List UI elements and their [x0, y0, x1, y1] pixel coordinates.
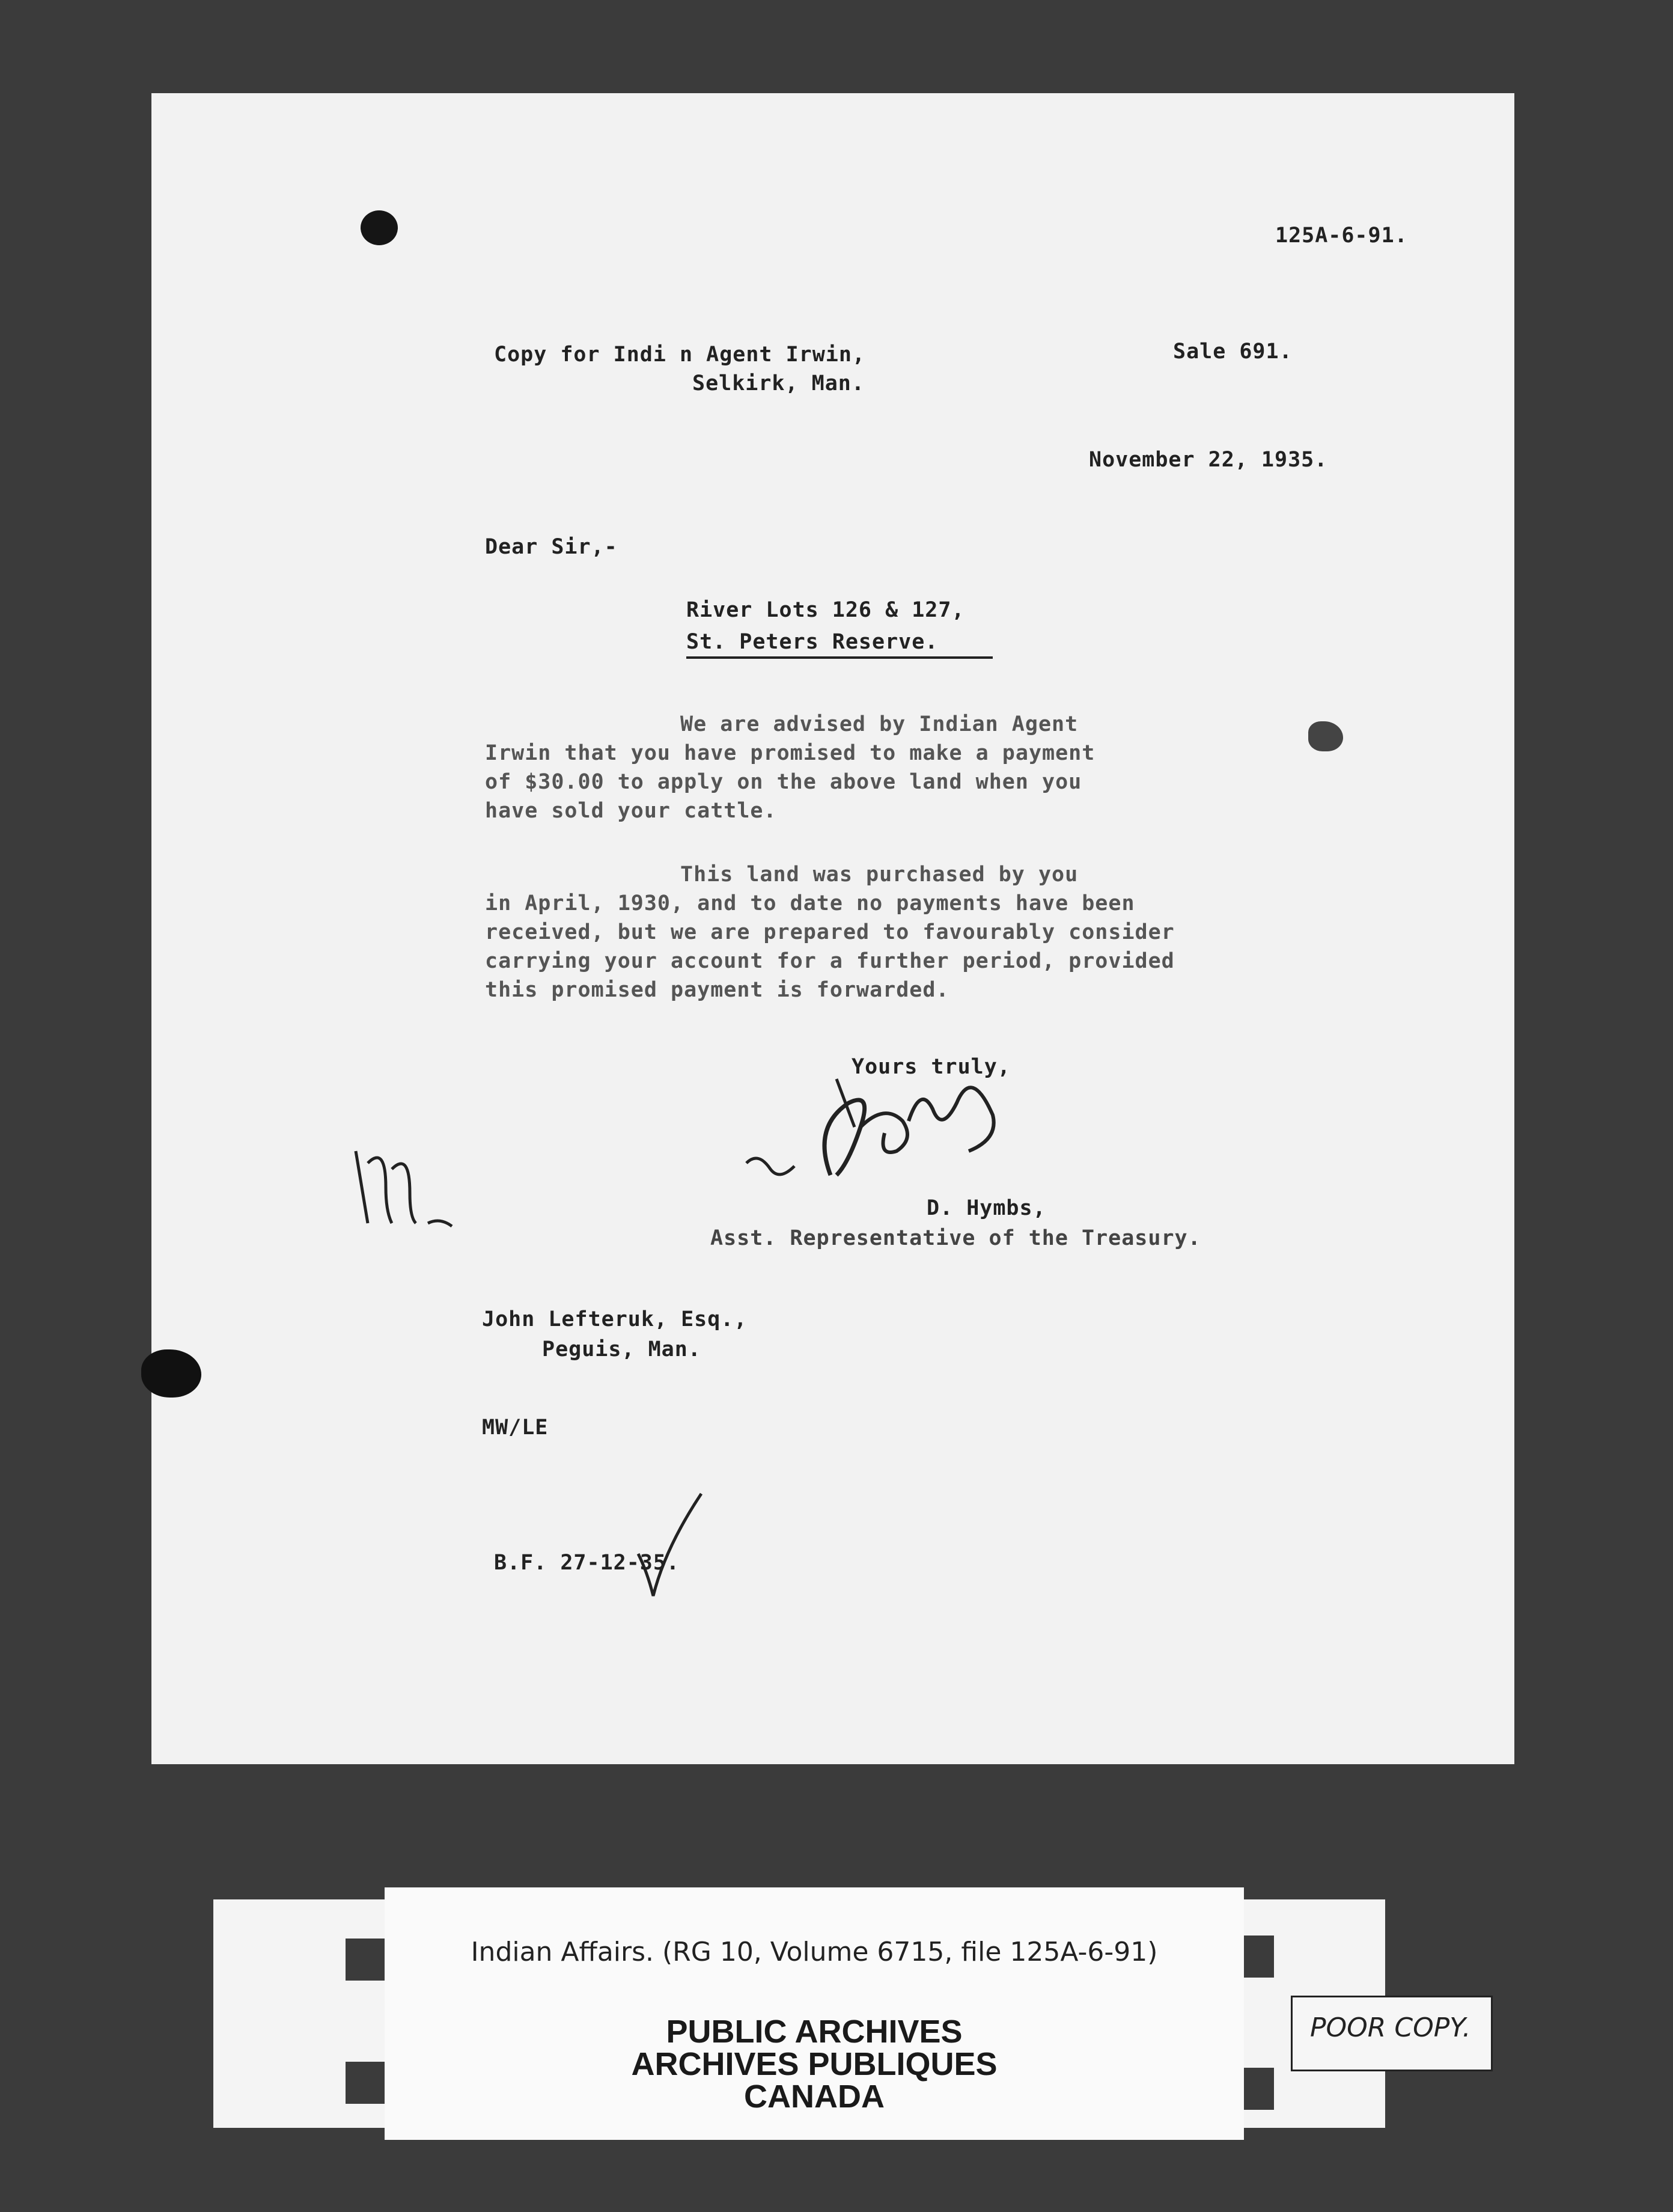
para2-line-3: received, but we are prepared to favourably consider: [485, 920, 1175, 944]
label-notch-right: [1244, 1936, 1274, 1978]
para1-line-2: Irwin that you have promised to make a payment: [485, 741, 1096, 765]
closing: Yours truly,: [852, 1055, 1011, 1079]
archive-reference: Indian Affairs. (RG 10, Volume 6715, file 125A-6-91): [471, 1937, 1158, 1967]
check-mark: [632, 1488, 716, 1608]
label-notch-left: [346, 1939, 385, 1981]
para1-line-3: of $30.00 to apply on the above land when you: [485, 770, 1082, 794]
addressee-line-1: John Lefteruk, Esq.,: [482, 1307, 748, 1331]
para2-line-1: This land was purchased by you: [680, 863, 1079, 887]
letter-page: [151, 93, 1514, 1764]
subject-line-1: River Lots 126 & 127,: [686, 598, 965, 622]
handwritten-signature: [740, 1055, 1053, 1211]
signer-name: D. Hymbs,: [927, 1196, 1046, 1220]
file-reference: 125A-6-91.: [1275, 224, 1408, 248]
bring-forward-date: B.F. 27-12-35.: [494, 1551, 680, 1575]
copy-line-1: Copy for Indi n Agent Irwin,: [494, 343, 866, 367]
ink-blot: [361, 210, 398, 245]
archive-name-fr: ARCHIVES PUBLIQUES: [631, 2046, 998, 2082]
margin-handwriting-m: [344, 1127, 476, 1247]
para2-line-4: carrying your account for a further period, provided: [485, 949, 1175, 973]
poor-copy-text: POOR COPY.: [1310, 2012, 1471, 2043]
margin-damage: [141, 1349, 201, 1398]
salutation: Dear Sir,-: [485, 535, 618, 559]
letter-date: November 22, 1935.: [1089, 448, 1328, 472]
paper-damage: [1308, 721, 1343, 751]
initials: MW/LE: [482, 1416, 549, 1440]
label-notch-left-bottom: [346, 2062, 385, 2104]
para1-line-4: have sold your cattle.: [485, 799, 777, 823]
copy-line-2: Selkirk, Man.: [692, 371, 865, 396]
para2-line-2: in April, 1930, and to date no payments have been: [485, 891, 1135, 915]
archive-country: CANADA: [744, 2079, 885, 2115]
para2-line-5: this promised payment is forwarded.: [485, 978, 949, 1002]
label-notch-right-bottom: [1244, 2068, 1274, 2110]
subject-line-2: St. Peters Reserve.: [686, 630, 993, 659]
addressee-line-2: Peguis, Man.: [542, 1337, 701, 1361]
para1-line-1: We are advised by Indian Agent: [680, 712, 1079, 736]
archive-name-en: PUBLIC ARCHIVES: [666, 2014, 963, 2050]
sale-number: Sale 691.: [1173, 340, 1293, 364]
signer-title: Asst. Representative of the Treasury.: [710, 1226, 1201, 1250]
